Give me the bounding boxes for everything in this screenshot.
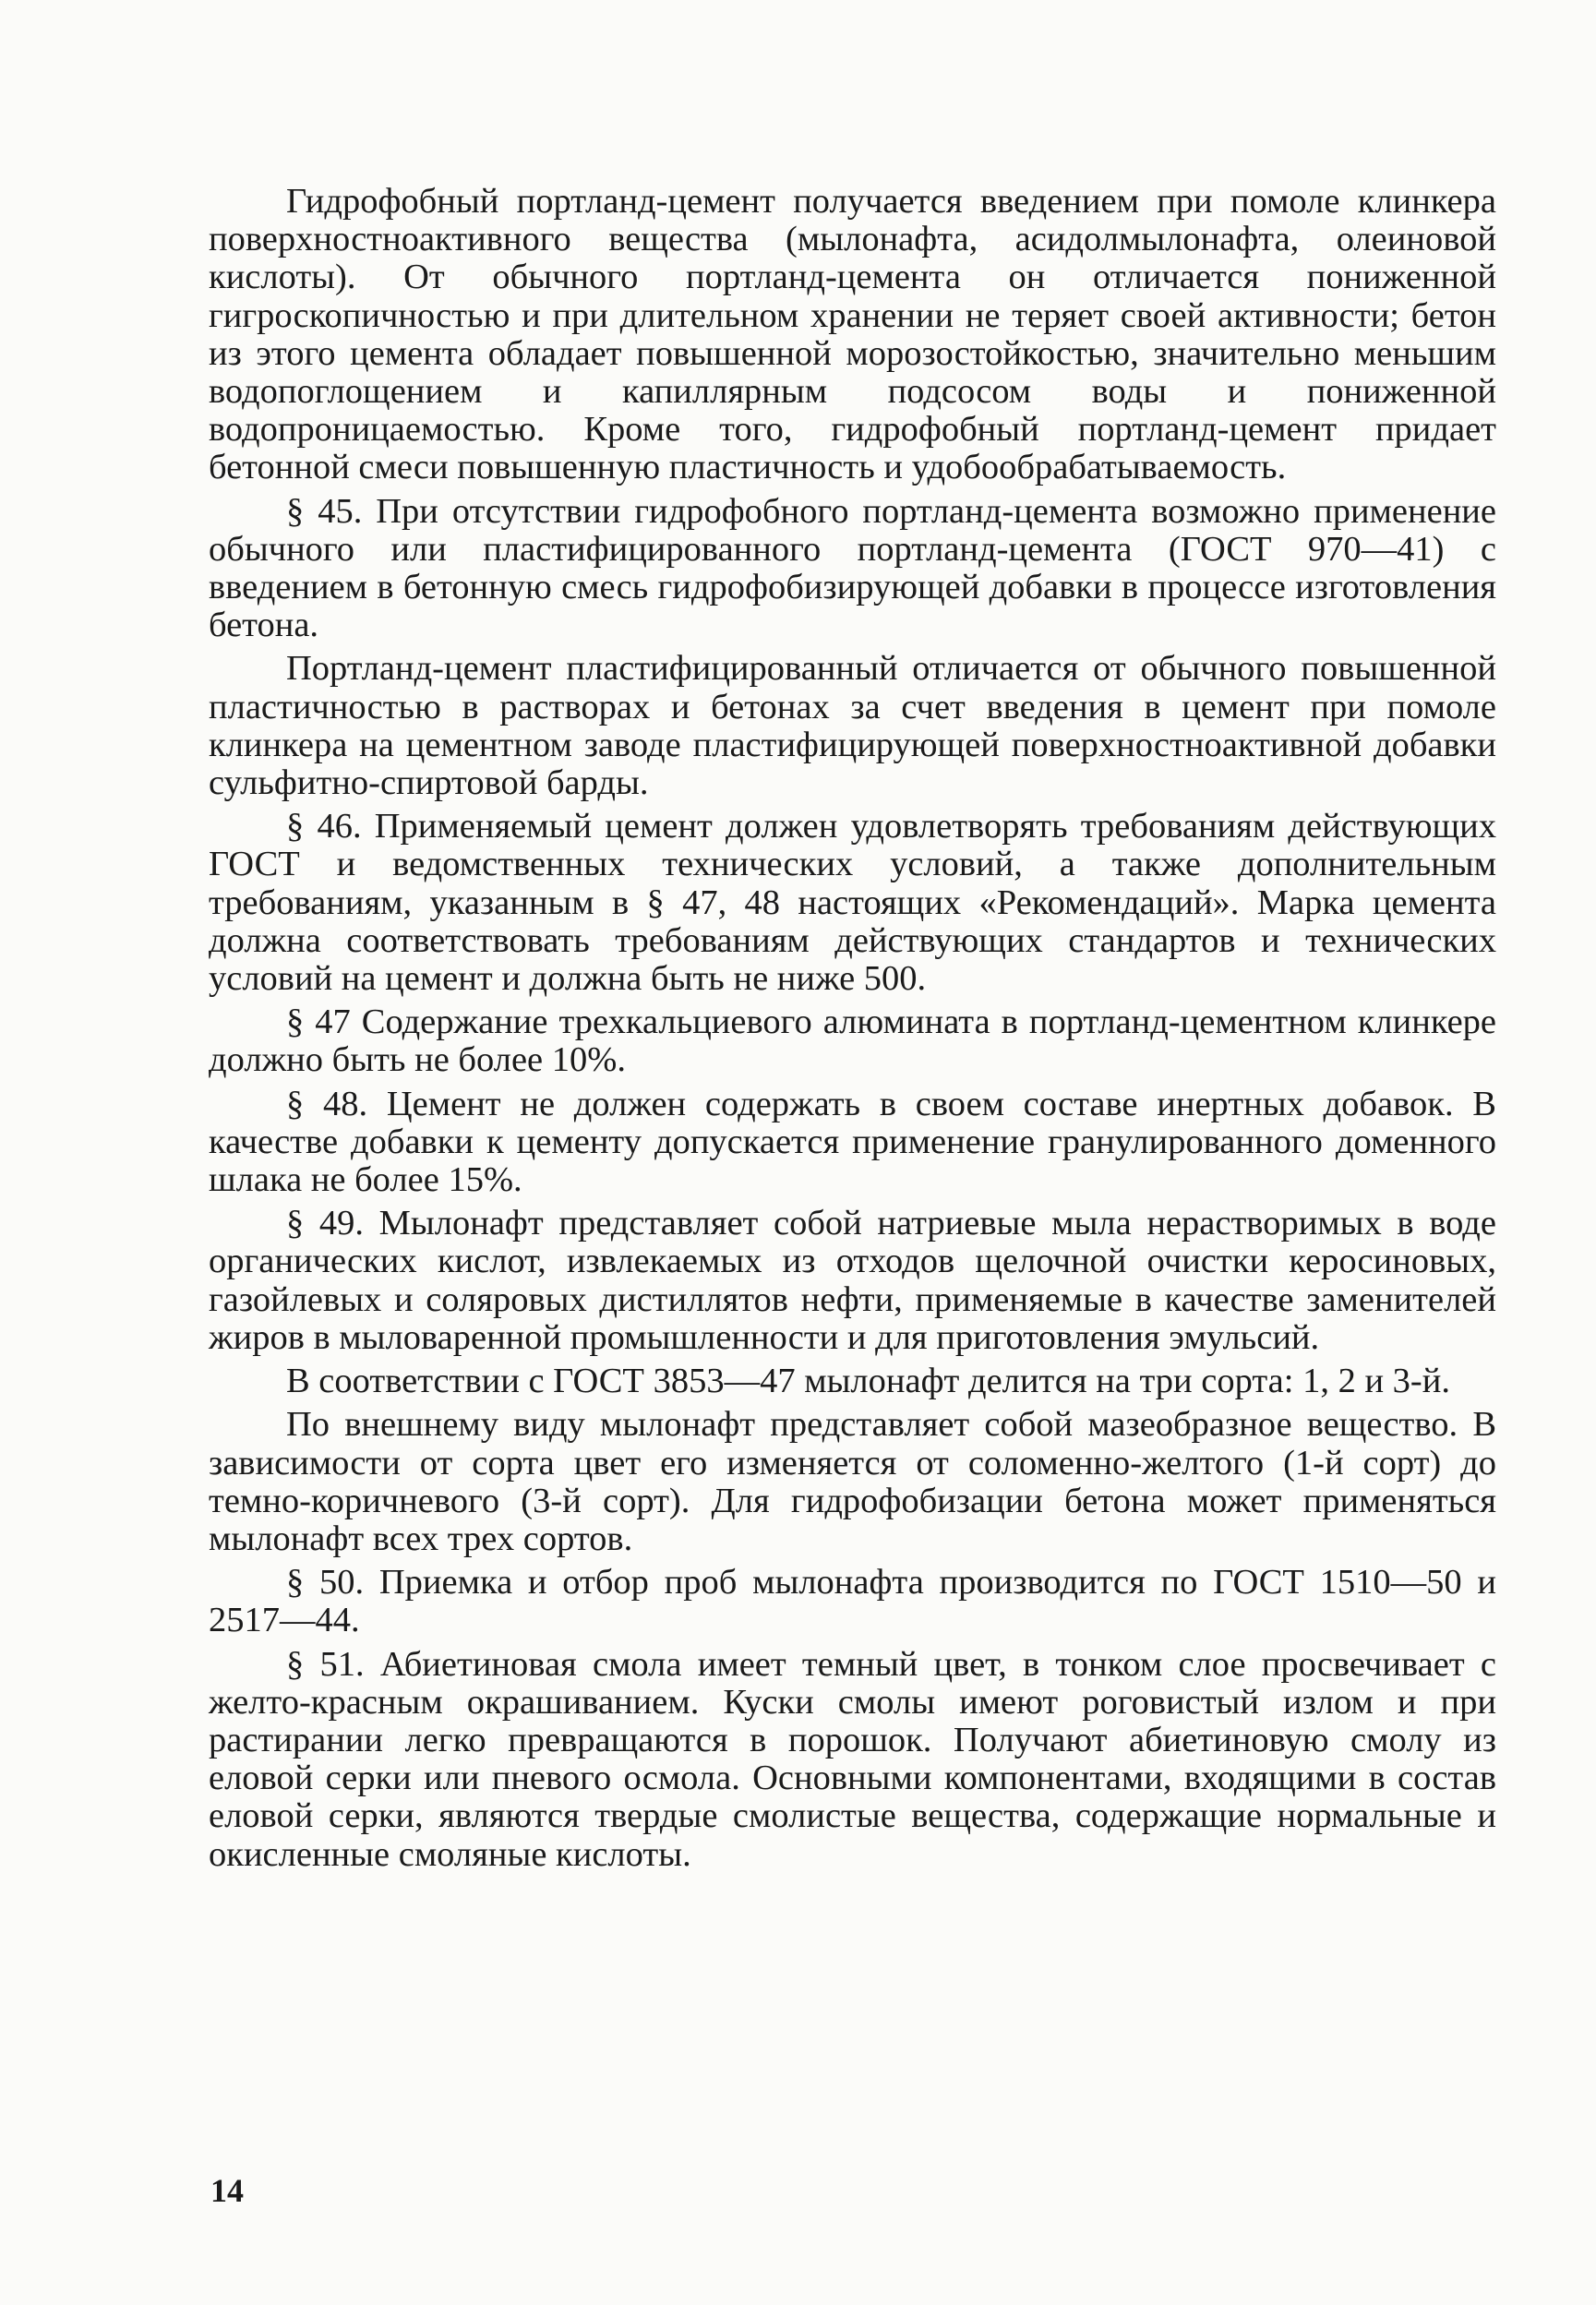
paragraph-section-45: § 45. При отсутствии гидрофобного портланд-цемента возможно применение обычного или пластифицированного портланд-цемента (ГОСТ 970—41) с введением в бетонную смесь гидрофобизирующей добавки в процессе изготовления бетона. bbox=[209, 491, 1496, 645]
page-number: 14 bbox=[210, 2172, 244, 2209]
paragraph-section-48: § 48. Цемент не должен содержать в своем составе инертных добавок. В качестве добавки к цементу допускается применение гранулированного доменного шлака не более 15%. bbox=[209, 1084, 1496, 1200]
paragraph-section-49: § 49. Мылонафт представляет собой натриевые мыла нерастворимых в воде органических кислот, извлекаемых из отходов щелочной очистки керосиновых, газойлевых и соляровых дистиллятов нефти, применяемые в качестве заменителей жиров в мыловаренной промышленности и для приготовления эмульсий. bbox=[209, 1204, 1496, 1357]
paragraph-appearance: По внешнему виду мылонафт представляет собой мазеобразное вещество. В зависимости от сорта цвет его изменяется от соломенно-желтого (1-й сорт) до темно-коричневого (3-й сорт). Для гидрофобизации бетона может применяться мылонафт всех трех сортов. bbox=[209, 1405, 1496, 1558]
paragraph-gost-3853: В соответствии с ГОСТ 3853—47 мылонафт делится на три сорта: 1, 2 и 3-й. bbox=[286, 1362, 1450, 1401]
body-text bbox=[209, 183, 1496, 1874]
paragraph-section-46: § 46. Применяемый цемент должен удовлетворять требованиям действующих ГОСТ и ведомственных технических условий, а также дополнительным требованиям, указанным в § 47, 48 настоящих «Рекомендаций». Марка цемента должна соответствовать требованиям действующих стандартов и технических условий на цемент и должна быть не ниже 500. bbox=[209, 807, 1496, 999]
paragraph-plasticized-cement: Портланд-цемент пластифицированный отличается от обычного повышенной пластичностью в растворах и бетонах за счет введения в цемент при помоле клинкера на цементном заводе пластифицирующей поверхностноактивной добавки сульфитно-спиртовой барды. bbox=[209, 649, 1496, 803]
paragraph-hydrophobic-cement: Гидрофобный портланд-цемент получается введением при помоле клинкера поверхностноактивного вещества (мылонафта, асидолмылонафта, олеиновой кислоты). От обычного портланд-цемента он отличается пониженной гигроскопичностью и при длительном хранении не теряет своей активности; бетон из этого цемента обладает повышенной морозостойкостью, значительно меньшим водопоглощением и капиллярным подсосом воды и пониженной водопроницаемостью. Кроме того, гидрофобный портланд-цемент придает бетонной смеси повышенную пластичность и удобообрабатываемость. bbox=[209, 182, 1496, 487]
paragraph-section-47: § 47 Содержание трехкальциевого алюмината в портланд-цементном клинкере должно быть не более 10%. bbox=[209, 1002, 1496, 1080]
paragraph-section-51: § 51. Абиетиновая смола имеет темный цвет, в тонком слое просвечивает с желто-красным окрашиванием. Куски смолы имеют роговистый излом и при растирании легко превращаются в порошок. Получают абиетиновую смолу из еловой серки или пневого осмола. Основными компонентами, входящими в состав еловой серки, являются твердые смолистые вещества, содержащие нормальные и окисленные смоляные кислоты. bbox=[209, 1644, 1496, 1874]
paragraph-section-50: § 50. Приемка и отбор проб мылонафта производится по ГОСТ 1510—50 и 2517—44. bbox=[209, 1563, 1496, 1640]
